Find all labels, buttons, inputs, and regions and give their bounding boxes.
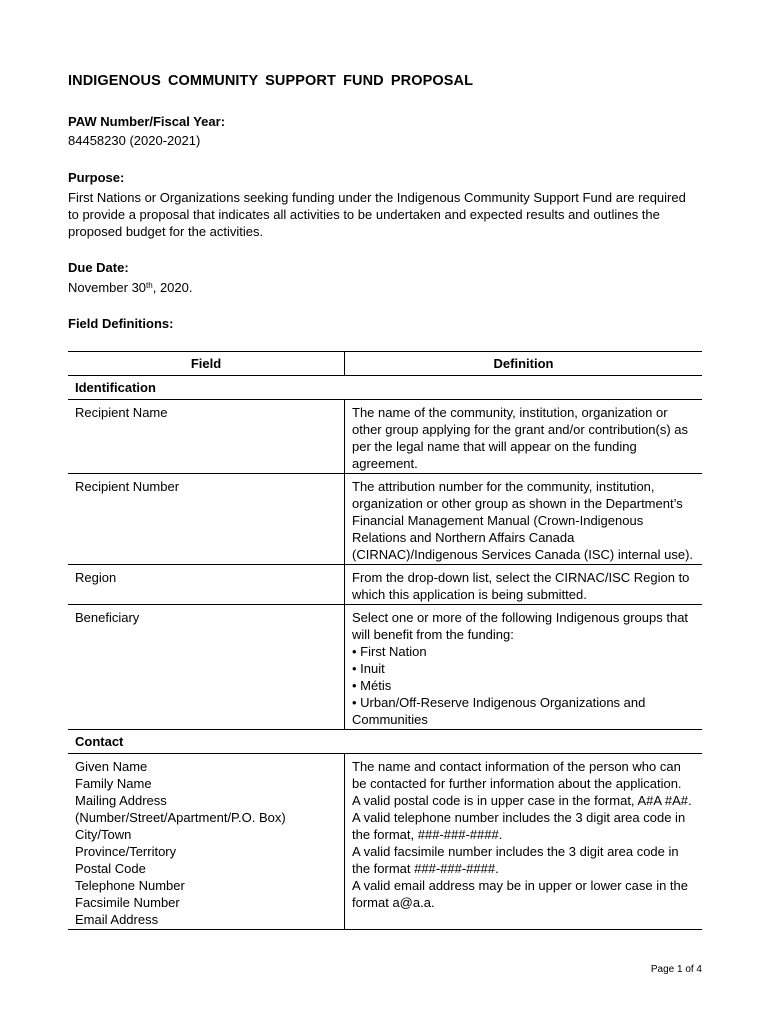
bullet-item: • Urban/Off-Reserve Indigenous Organizations and Communities	[352, 695, 646, 727]
header-definition: Definition	[345, 352, 703, 376]
definition-paragraph: A valid email address may be in upper or lower case in the format a@a.a.	[352, 878, 689, 910]
field-name: Family Name	[75, 776, 152, 791]
field-name: Province/Territory	[75, 844, 177, 859]
field-definitions-label: Field Definitions:	[68, 316, 174, 331]
purpose-label: Purpose:	[68, 170, 125, 185]
definition-paragraph: A valid telephone number includes the 3 digit area code in the format, ###-###-####.	[352, 810, 686, 842]
field-name-list	[68, 754, 345, 930]
section-title: Identification	[68, 376, 702, 400]
field-name: Mailing Address	[75, 793, 167, 808]
paw-value: 84458230 (2020-2021)	[68, 133, 201, 148]
field-definitions-table	[68, 351, 702, 930]
field-definition: The name of the community, institution, organization or other group applying for the grant and/or contribution(s) as per the legal name that will appear on the funding agreement.	[345, 400, 703, 474]
field-definition	[345, 754, 703, 930]
definition-intro: Select one or more of the following Indigenous groups that will benefit from the funding:	[352, 610, 689, 642]
table-row	[68, 565, 702, 605]
header-field: Field	[68, 352, 345, 376]
field-definition	[345, 605, 703, 730]
due-date-year: , 2020.	[152, 280, 193, 295]
section-title: Contact	[68, 730, 702, 754]
table-row	[68, 754, 702, 930]
definition-paragraph: A valid postal code is in upper case in the format, A#A #A#.	[352, 793, 692, 808]
field-name: Recipient Number	[68, 474, 345, 565]
field-name: Region	[68, 565, 345, 605]
field-name: Recipient Name	[68, 400, 345, 474]
field-name: Postal Code	[75, 861, 146, 876]
due-date-day: November 30	[68, 280, 147, 295]
section-row-identification	[68, 376, 702, 400]
page-number: Page 1 of 4	[650, 964, 702, 975]
field-name: Beneficiary	[68, 605, 345, 730]
definition-paragraph: The name and contact information of the person who can be contacted for further information about the application.	[352, 759, 682, 791]
purpose-text: First Nations or Organizations seeking funding under the Indigenous Community Support Fund are required to provide a proposal that indicates all activities to be undertaken and expected results and outlines the proposed budget for the activities.	[68, 190, 686, 239]
field-name: (Number/Street/Apartment/P.O. Box)	[75, 810, 286, 825]
field-name: Facsimile Number	[75, 895, 180, 910]
definition-paragraph: A valid facsimile number includes the 3 digit area code in the format ###-###-####.	[352, 844, 679, 876]
document-title: INDIGENOUS COMMUNITY SUPPORT FUND PROPOSAL	[68, 73, 474, 89]
table-row	[68, 400, 702, 474]
due-date-label: Due Date:	[68, 260, 129, 275]
section-row-contact	[68, 730, 702, 754]
bullet-item: • Métis	[352, 678, 392, 693]
field-name: City/Town	[75, 827, 132, 842]
table-header-row	[68, 352, 702, 376]
field-definition: The attribution number for the community, institution, organization or other group as shown in the Department’s Financial Management Manual (Crown-Indigenous Relations and Northern Affairs Canada (CIRNAC)/Indigenous Services Canada (ISC) internal use).	[345, 474, 703, 565]
due-date-ordinal: th	[146, 281, 153, 290]
bullet-item: • First Nation	[352, 644, 427, 659]
field-name: Email Address	[75, 912, 159, 927]
table-row	[68, 474, 702, 565]
field-definition: From the drop-down list, select the CIRNAC/ISC Region to which this application is being submitted.	[345, 565, 703, 605]
paw-label: PAW Number/Fiscal Year:	[68, 114, 226, 129]
table-row	[68, 605, 702, 730]
field-name: Given Name	[75, 759, 148, 774]
bullet-item: • Inuit	[352, 661, 385, 676]
field-name: Telephone Number	[75, 878, 185, 893]
due-date-value	[68, 279, 192, 296]
